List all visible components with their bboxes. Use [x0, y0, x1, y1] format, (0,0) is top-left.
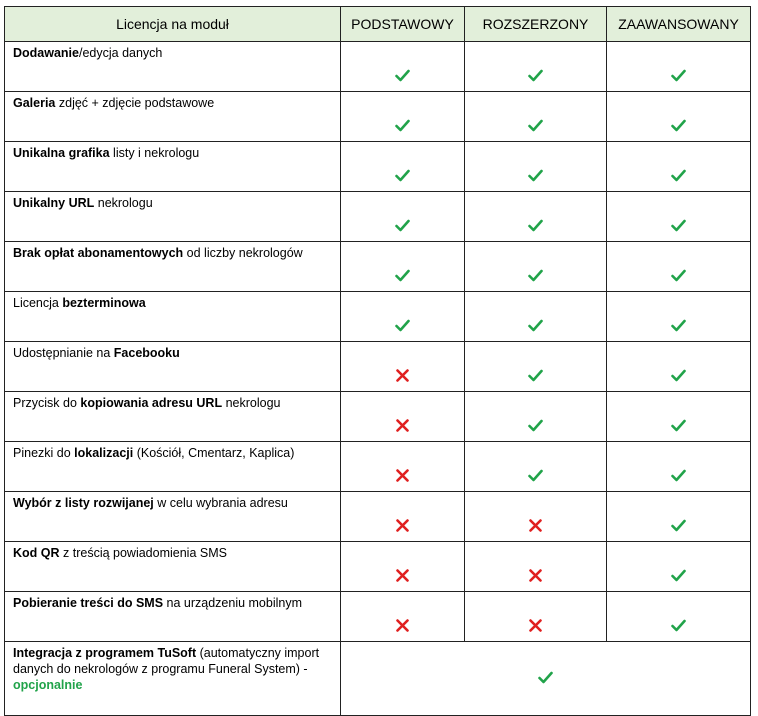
feature-name [5, 642, 341, 716]
header-plan-basic: PODSTAWOWY [341, 7, 465, 42]
availability-basic [341, 92, 465, 142]
feature-text-part: Wybór z listy rozwijanej [13, 496, 154, 510]
availability-basic [341, 542, 465, 592]
check-icon [395, 169, 410, 182]
table-row [5, 42, 751, 92]
availability-extended [465, 342, 607, 392]
check-icon [671, 369, 686, 382]
feature-name [5, 242, 341, 292]
availability-advanced [607, 142, 751, 192]
feature-name [5, 92, 341, 142]
check-icon [528, 119, 543, 132]
availability-basic [341, 192, 465, 242]
feature-text-part: nekrologu [222, 396, 281, 410]
check-icon [671, 219, 686, 232]
feature-text-part: zdjęć + zdjęcie podstawowe [55, 96, 215, 110]
check-icon [671, 519, 686, 532]
check-icon [528, 269, 543, 282]
check-icon [528, 319, 543, 332]
check-icon [671, 569, 686, 582]
cross-icon [395, 619, 410, 632]
feature-text-part: Przycisk do [13, 396, 81, 410]
check-icon [395, 219, 410, 232]
check-icon [538, 671, 553, 684]
availability-basic [341, 392, 465, 442]
availability-extended [465, 192, 607, 242]
table-row [5, 92, 751, 142]
feature-name [5, 192, 341, 242]
availability-basic [341, 292, 465, 342]
availability-basic [341, 242, 465, 292]
check-icon [528, 219, 543, 232]
availability-advanced [607, 492, 751, 542]
feature-name [5, 392, 341, 442]
feature-text-part: /edycja danych [79, 46, 163, 60]
feature-text-part: Pinezki do [13, 446, 75, 460]
feature-name [5, 342, 341, 392]
optional-label: opcjonalnie [13, 678, 83, 692]
feature-text-part: Facebooku [113, 346, 180, 360]
feature-text-part: Dodawanie [13, 46, 79, 60]
availability-basic [341, 142, 465, 192]
feature-text-part: Brak opłat abonamentowych [13, 246, 184, 260]
feature-text-part: lokalizacji [74, 446, 134, 460]
availability-basic [341, 442, 465, 492]
feature-text-part: Kod QR [13, 546, 60, 560]
check-icon [671, 119, 686, 132]
check-icon [671, 69, 686, 82]
cross-icon [395, 469, 410, 482]
availability-extended [465, 392, 607, 442]
feature-text-part: Unikalny URL [13, 196, 95, 210]
availability-extended [465, 242, 607, 292]
availability-basic [341, 592, 465, 642]
feature-text-part: z treścią powiadomienia SMS [59, 546, 227, 560]
availability-advanced [607, 592, 751, 642]
availability-advanced [607, 242, 751, 292]
check-icon [395, 119, 410, 132]
table-row [5, 592, 751, 642]
availability-advanced [607, 42, 751, 92]
feature-text-part: na urządzeniu mobilnym [163, 596, 303, 610]
availability-basic [341, 342, 465, 392]
availability-advanced [607, 192, 751, 242]
table-row [5, 442, 751, 492]
availability-extended [465, 442, 607, 492]
check-icon [528, 419, 543, 432]
availability-extended [465, 142, 607, 192]
check-icon [671, 169, 686, 182]
feature-text-part: (Kościół, Cmentarz, Kaplica) [133, 446, 295, 460]
table-row [5, 342, 751, 392]
table-row [5, 492, 751, 542]
check-icon [671, 469, 686, 482]
cross-icon [395, 569, 410, 582]
feature-name [5, 292, 341, 342]
availability-advanced [607, 392, 751, 442]
check-icon [671, 269, 686, 282]
availability-extended [465, 92, 607, 142]
feature-text-part: nekrologu [94, 196, 153, 210]
feature-text-part: listy i nekrologu [109, 146, 200, 160]
availability-advanced [607, 442, 751, 492]
availability-basic [341, 42, 465, 92]
feature-text-part: bezterminowa [62, 296, 146, 310]
table-row [5, 292, 751, 342]
table-row [5, 242, 751, 292]
check-icon [671, 419, 686, 432]
cross-icon [528, 569, 543, 582]
header-row [5, 7, 751, 42]
check-icon [528, 169, 543, 182]
feature-text-part: Licencja [13, 296, 63, 310]
check-icon [671, 319, 686, 332]
feature-text-part: (automatyczny import danych do nekrologów z programu Funeral System) - [13, 646, 320, 676]
availability-advanced [607, 92, 751, 142]
availability-extended [465, 542, 607, 592]
availability-extended [465, 292, 607, 342]
availability-basic [341, 492, 465, 542]
feature-name [5, 142, 341, 192]
check-icon [395, 269, 410, 282]
table-row [5, 392, 751, 442]
cross-icon [395, 519, 410, 532]
license-comparison-table [4, 6, 751, 716]
feature-name [5, 42, 341, 92]
header-plan-extended: ROZSZERZONY [465, 7, 607, 42]
feature-text-part: Pobieranie treści do SMS [13, 596, 164, 610]
cross-icon [395, 369, 410, 382]
feature-text-part: od liczby nekrologów [183, 246, 303, 260]
feature-text-part: Galeria [13, 96, 56, 110]
table-row [5, 142, 751, 192]
feature-text-part: kopiowania adresu URL [80, 396, 223, 410]
check-icon [395, 69, 410, 82]
availability-advanced [607, 292, 751, 342]
availability-advanced [607, 542, 751, 592]
table-row [5, 642, 751, 716]
table-row [5, 192, 751, 242]
check-icon [528, 469, 543, 482]
check-icon [528, 69, 543, 82]
feature-name [5, 442, 341, 492]
check-icon [528, 369, 543, 382]
feature-name [5, 492, 341, 542]
table-row [5, 542, 751, 592]
availability-all-plans [341, 642, 751, 716]
feature-name [5, 542, 341, 592]
availability-extended [465, 42, 607, 92]
availability-extended [465, 492, 607, 542]
feature-text-part: Unikalna grafika [13, 146, 110, 160]
availability-extended [465, 592, 607, 642]
cross-icon [528, 619, 543, 632]
check-icon [671, 619, 686, 632]
feature-text-part: Integracja z programem TuSoft [13, 646, 197, 660]
check-icon [395, 319, 410, 332]
cross-icon [528, 519, 543, 532]
feature-text-part: w celu wybrania adresu [153, 496, 288, 510]
availability-advanced [607, 342, 751, 392]
header-feature: Licencja na moduł [5, 7, 341, 42]
feature-name [5, 592, 341, 642]
cross-icon [395, 419, 410, 432]
feature-text-part: Udostępnianie na [13, 346, 114, 360]
header-plan-advanced: ZAAWANSOWANY [607, 7, 751, 42]
